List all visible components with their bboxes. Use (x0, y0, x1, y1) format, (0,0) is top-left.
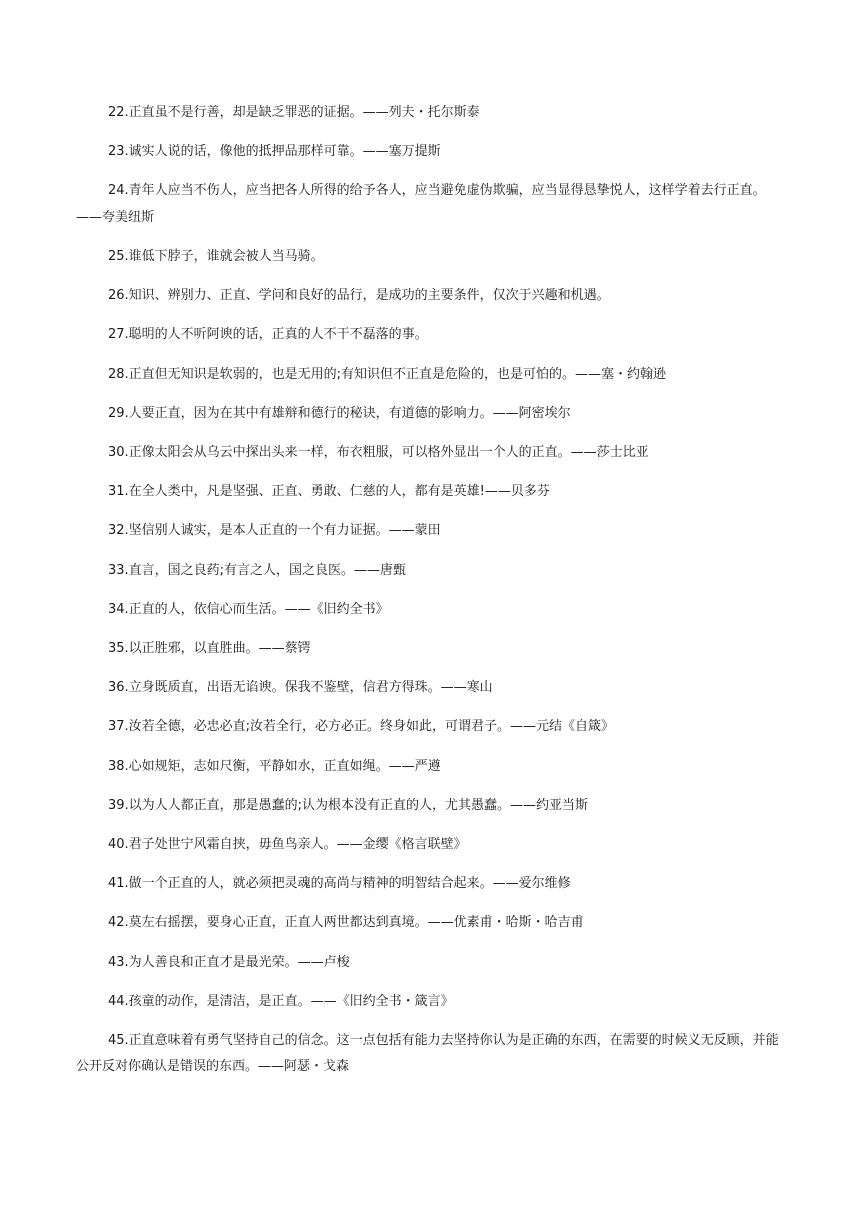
quote-list (76, 100, 788, 1094)
quote-paragraph: 37.汝若全德，必忠必直;汝若全行，必方必正。终身如此，可谓君子。——元结《自箴》 (108, 719, 615, 735)
quote-paragraph: 26.知识、辨别力、正直、学问和良好的品行，是成功的主要条件，仅次于兴趣和机遇。 (108, 288, 610, 304)
quote-paragraph: 23.诚实人说的话，像他的抵押品那样可靠。——塞万提斯 (108, 144, 441, 160)
quote-paragraph: 38.心如规矩，志如尺衡，平静如水，正直如绳。——严遵 (108, 758, 441, 774)
quote-paragraph: 43.为人善良和正直才是最光荣。——卢梭 (108, 954, 350, 970)
quote-paragraph: 41.做一个正直的人，就必须把灵魂的高尚与精神的明智结合起来。——爱尔维修 (108, 876, 571, 892)
quote-paragraph: 39.以为人人都正直，那是愚蠢的;认为根本没有正直的人，尤其愚蠢。——约亚当斯 (108, 797, 589, 813)
quote-paragraph: 44.孩童的动作，是清洁，是正直。——《旧约全书・箴言》 (108, 993, 454, 1009)
quote-paragraph: 32.坚信别人诚实，是本人正直的一个有力证据。——蒙田 (108, 523, 441, 539)
quote-paragraph: 34.正直的人，依信心而生活。——《旧约全书》 (108, 601, 389, 617)
quote-paragraph: 42.莫左右摇摆，要身心正直，正直人两世都达到真境。——优素甫・哈斯・哈吉甫 (108, 915, 584, 931)
quote-paragraph: 35.以正胜邪，以直胜曲。——蔡锷 (108, 641, 311, 657)
quote-paragraph: 33.直言，国之良药;有言之人，国之良医。——唐甄 (108, 562, 407, 578)
quote-paragraph: 27.聪明的人不听阿谀的话，正真的人不干不磊落的事。 (108, 327, 428, 343)
quote-paragraph: 40.君子处世宁风霜自挟，毋鱼鸟亲人。——金缨《格言联壁》 (108, 837, 467, 853)
quote-paragraph: 25.谁低下脖子，谁就会被人当马骑。 (108, 249, 324, 265)
quote-paragraph: 31.在全人类中，凡是坚强、正直、勇敢、仁慈的人，都有是英雄!——贝多芬 (108, 484, 550, 500)
quote-paragraph: 24.青年人应当不伤人，应当把各人所得的给予各人，应当避免虚伪欺骗，应当显得恳挚悦人，这样学着去行正直。——夸美纽斯 (76, 183, 766, 225)
quote-paragraph: 45.正直意味着有勇气坚持自己的信念。这一点包括有能力去坚持你认为是正确的东西，在需要的时候义无反顾，并能公开反对你确认是错误的东西。——阿瑟・戈森 (76, 1033, 779, 1075)
quote-paragraph: 22.正直虽不是行善，却是缺乏罪恶的证据。——列夫・托尔斯泰 (108, 105, 480, 120)
quote-paragraph: 30.正像太阳会从乌云中探出头来一样，布衣粗服，可以格外显出一个人的正直。——莎士比亚 (108, 445, 649, 461)
quote-paragraph: 29.人要正直，因为在其中有雄辩和德行的秘诀，有道德的影响力。——阿密埃尔 (108, 405, 571, 421)
quote-paragraph: 28.正直但无知识是软弱的，也是无用的;有知识但不正直是危险的，也是可怕的。——塞・约翰逊 (108, 366, 667, 382)
quote-paragraph: 36.立身既质直，出语无谄谀。保我不鉴壁，信君方得珠。——寒山 (108, 680, 493, 696)
